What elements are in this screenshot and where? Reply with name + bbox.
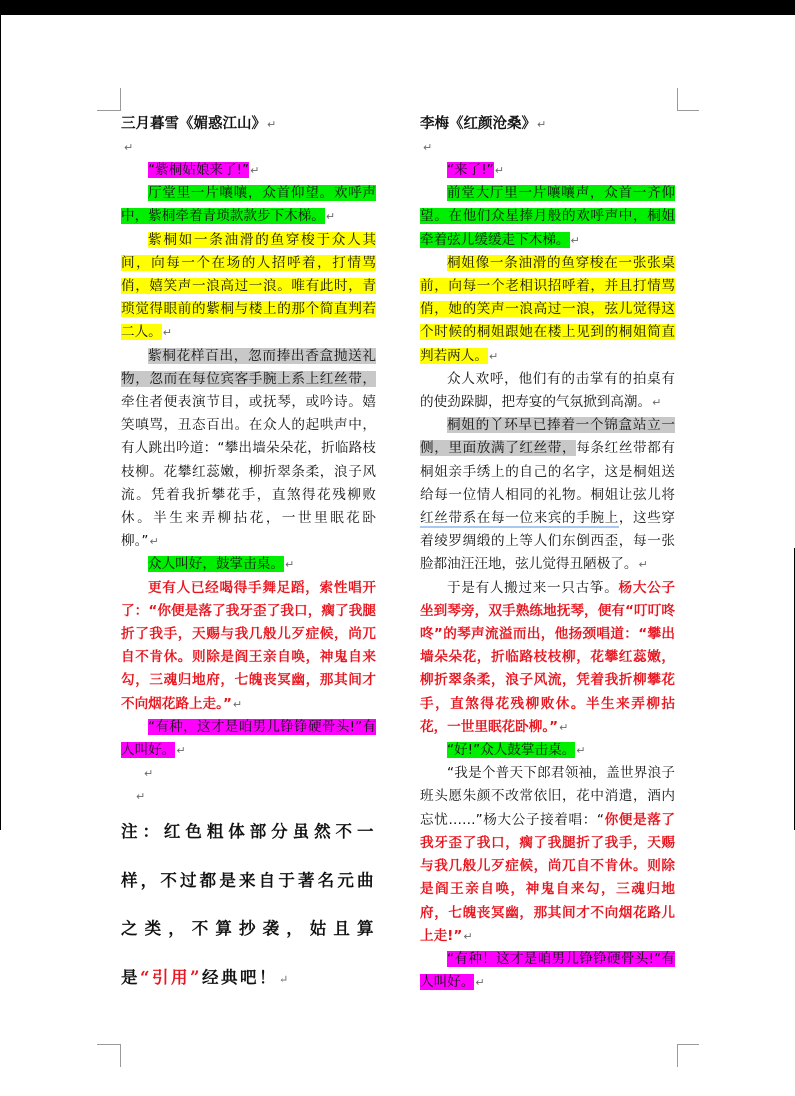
crop-mark-br-v <box>677 1044 678 1067</box>
note-paragraph: 注：红色粗体部分虽然不一样，不过都是来自于著名元曲之类，不算抄袭，姑且算是“引用”经典吧！↵ <box>121 822 376 987</box>
crop-mark-tr-v <box>677 88 678 111</box>
left-title: 三月暮雪《媚惑江山》↵ <box>121 116 277 132</box>
empty-paragraph: ↵ <box>144 767 154 781</box>
right-paragraph: “有种！这才是咱男儿铮铮硬骨头!”有人叫好。↵ <box>420 950 675 991</box>
page-left-edge <box>0 15 1 830</box>
left-column <box>121 113 376 1004</box>
right-paragraph: 前堂大厅里一片嚷嚷声，众首一齐仰望。在他们众星捧月般的欢呼声中，桐姐牵着弦儿缓缓走下木梯。↵ <box>420 185 675 248</box>
left-paragraph: “紫桐姑娘来了!”↵ <box>148 162 260 178</box>
left-paragraph: “有种，这才是咱男儿铮铮硬骨头!”有人叫好。↵ <box>121 718 376 759</box>
crop-mark-bl-v <box>120 1044 121 1067</box>
left-paragraph: 众人叫好，鼓掌击桌。↵ <box>148 556 295 573</box>
right-paragraph: “好!”众人鼓掌击桌。↵ <box>447 742 586 759</box>
window-top-bar <box>0 0 795 15</box>
crop-mark-tr-h <box>677 110 699 111</box>
empty-paragraph: ↵ <box>124 141 134 154</box>
right-paragraph: 桐姐的丫环早已捧着一个锦盒站立一侧，里面放满了红丝带，每条红丝带都有桐姐亲手绣上的自己的名字，这是桐姐送给每一位情人相同的礼物。桐姐让弦儿将红丝带系在每一位来宾的手腕上，这些穿着绫罗绸缎的上等人们东倒西歪，每一张脸都油汪汪地，弦儿觉得丑陋极了。↵ <box>420 417 676 573</box>
right-title: 李梅《红颜沧桑》↵ <box>420 116 547 132</box>
right-paragraph: 桐姐像一条油滑的鱼穿梭在一张张桌前，向每一个老相识招呼着，并且打情骂俏，她的笑声一浪高过一浪，弦儿觉得这个时候的桐姐跟她在楼上见到的桐姐简直判若两人。↵ <box>420 254 675 364</box>
crop-mark-bl-h <box>97 1044 121 1045</box>
empty-paragraph: ↵ <box>423 141 433 154</box>
right-paragraph: “我是个普天下郎君领袖，盖世界浪子班头愿朱颜不改常依旧，花中消遣，酒内忘忧……”杨大公子接着唱：“你便是落了我牙歪了我口，瘸了我腿折了我手，天赐与我几般儿歹症候，尚兀自不肯休。则除是阎王亲自唤，神鬼自来勾，三魂归地府，七魄丧冥幽，那其间才不向烟花路儿上走!”↵ <box>420 765 676 944</box>
right-column <box>420 113 675 994</box>
crop-mark-tl-h <box>97 110 121 111</box>
empty-paragraph: ↵ <box>136 790 146 804</box>
left-paragraph: 紫桐花样百出，忽而捧出香盒抛送礼物，忽而在每位宾客手腕上系上红丝带，牵住者便表演节目，或抚琴，或吟诗。嬉笑嗔骂，丑态百出。在众人的起哄声中，有人跳出吟道：“攀出墙朵朵花，折临路枝枝柳。花攀红蕊嫩，柳折翠条柔，浪子风流。凭着我折攀花手，直煞得花残柳败休。半生来弄柳拈花，一世里眠花卧柳。”↵ <box>121 347 376 550</box>
left-paragraph: 紫桐如一条油滑的鱼穿梭于众人其间，向每一个在场的人招呼着，打情骂俏，嬉笑声一浪高过一浪。唯有此时，青琐觉得眼前的紫桐与楼上的那个简直判若二人。↵ <box>121 231 376 341</box>
right-paragraph: 众人欢呼，他们有的击掌有的拍桌有的使劲跺脚，把寿宴的气氛掀到高潮。↵ <box>420 370 675 411</box>
crop-mark-tl-v <box>120 88 121 111</box>
crop-mark-br-h <box>677 1044 699 1045</box>
left-paragraph-red: 更有人已经喝得手舞足蹈，索性唱开了：“你便是落了我牙歪了我口，瘸了我腿折了我手，天赐与我几般儿歹症候，尚兀自不肯休。则除是阎王亲自唤，神鬼自来勾，三魂归地府，七魄丧冥幽，那其间才不向烟花路上走。”↵ <box>121 579 376 712</box>
left-paragraph: 厅堂里一片嚷嚷，众首仰望。欢呼声中，紫桐牵着青琐款款步下木梯。↵ <box>121 185 376 225</box>
right-paragraph: “来了!”↵ <box>447 162 504 178</box>
right-paragraph: 于是有人搬过来一只古筝。杨大公子坐到琴旁，双手熟练地抚琴，便有“叮叮咚咚”的琴声流溢而出，他扬颈唱道：“攀出墙朵朵花，折临路枝枝柳，花攀红蕊嫩，柳折翠条柔，浪子风流，凭着我折柳攀花手，直煞得花残柳败休。半生来弄柳拈花，一世里眠花卧柳。”↵ <box>420 579 676 735</box>
